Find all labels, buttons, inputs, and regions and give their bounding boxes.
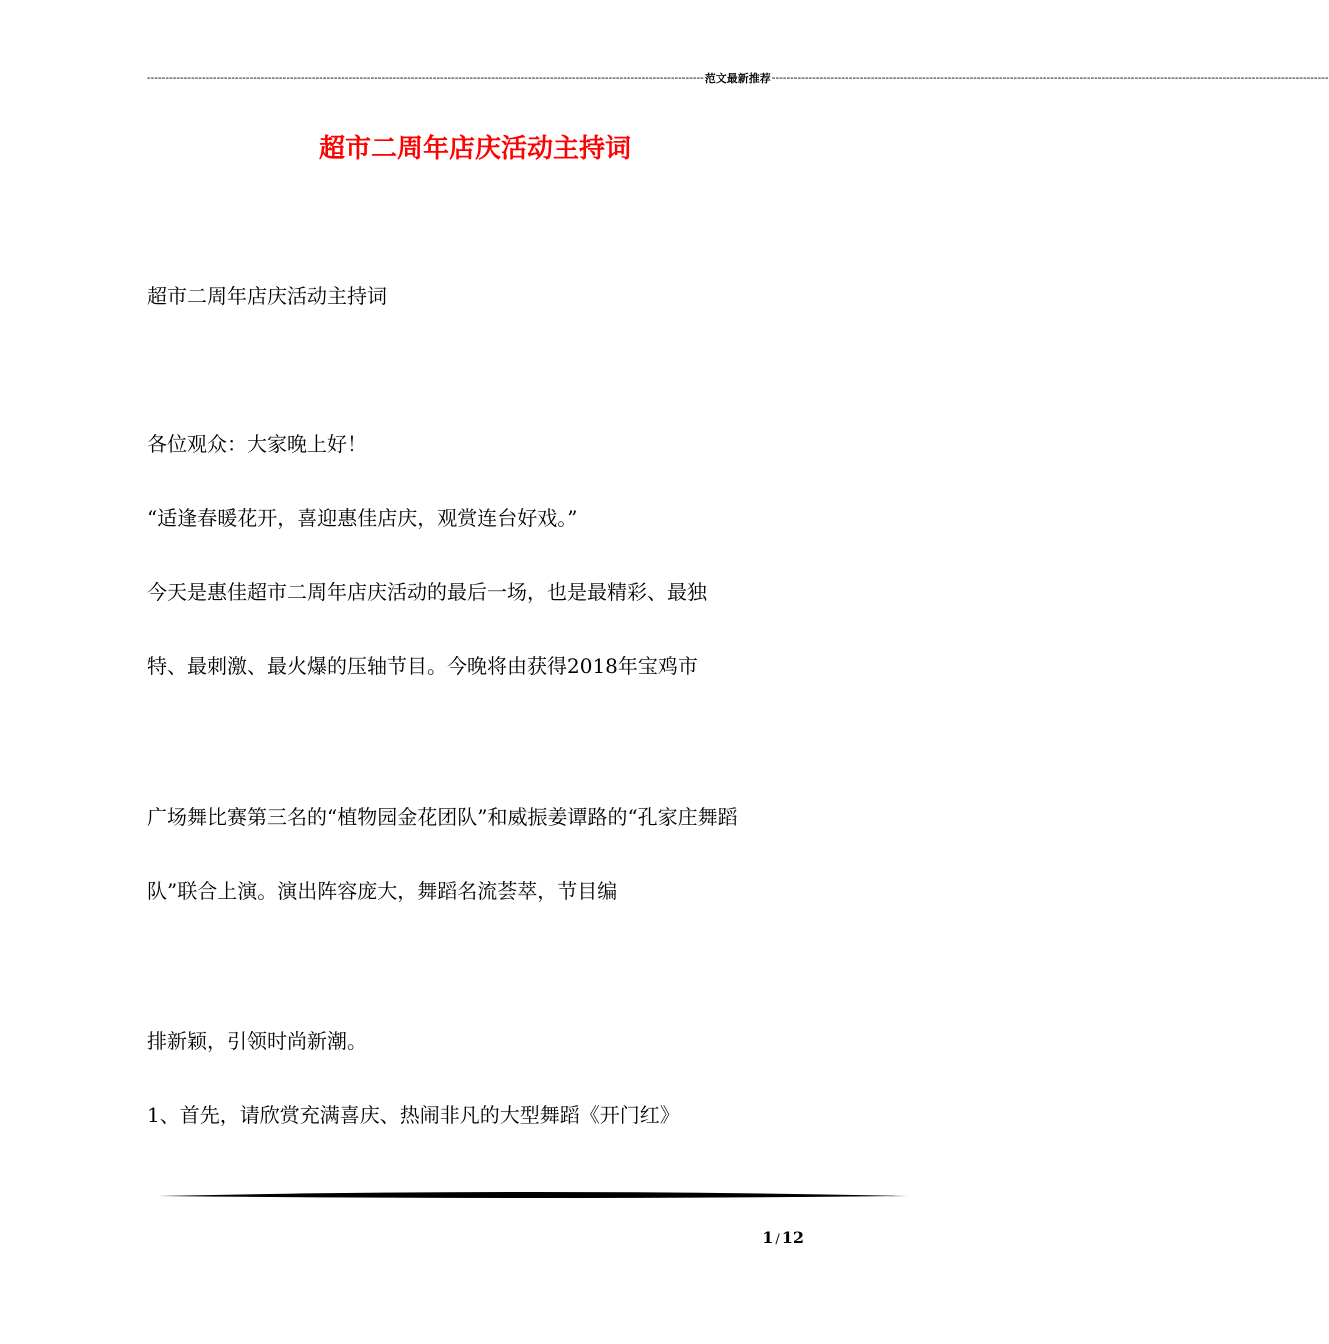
page-separator: / xyxy=(775,1232,780,1247)
page-total: 12 xyxy=(781,1228,804,1247)
header-dashes-right: -------------------------------------------------------------------------------------------------------------------------------------------------------- xyxy=(771,72,1329,84)
paragraph-subtitle: 超市二周年店庆活动主持词 xyxy=(147,284,387,308)
page-number xyxy=(740,1228,804,1247)
paragraph-line: 排新颖，引领时尚新潮。 xyxy=(147,1029,367,1053)
page-current: 1 xyxy=(762,1228,774,1247)
header-label: 范文最新推荐 xyxy=(704,73,771,85)
paragraph-item-1: 1、首先，请欣赏充满喜庆、热闹非凡的大型舞蹈《开门红》 xyxy=(147,1103,680,1127)
header-dashes-left: -------------------------------------------------------------------------------------------------------------------------------------------------------- xyxy=(147,72,704,84)
paragraph-line: 广场舞比赛第三名的“植物园金花团队”和威振姜谭路的“孔家庄舞蹈 xyxy=(147,805,738,829)
footer-divider xyxy=(158,1188,908,1204)
paragraph-line: 队”联合上演。演出阵容庞大，舞蹈名流荟萃，节目编 xyxy=(147,879,618,903)
paragraph-line: 特、最刺激、最火爆的压轴节目。今晚将由获得2018年宝鸡市 xyxy=(147,654,698,678)
paragraph-greeting: 各位观众：大家晚上好！ xyxy=(147,432,367,456)
page-header xyxy=(147,70,1329,86)
paragraph-line: 今天是惠佳超市二周年店庆活动的最后一场，也是最精彩、最独 xyxy=(147,580,707,604)
paragraph-quote: “适逢春暖花开，喜迎惠佳店庆，观赏连台好戏。” xyxy=(147,506,578,530)
document-title: 超市二周年店庆活动主持词 xyxy=(318,134,631,164)
